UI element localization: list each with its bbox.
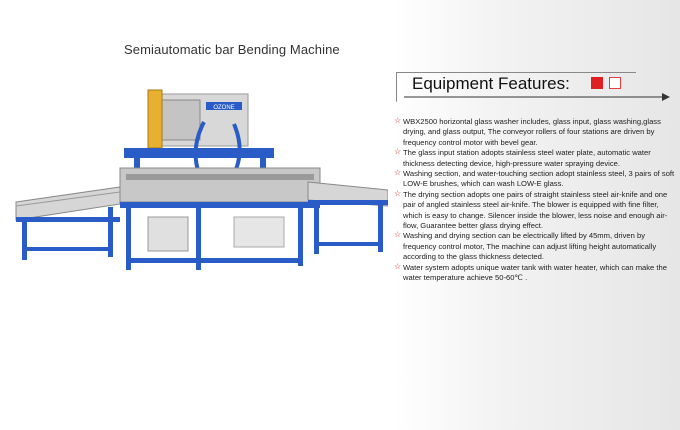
feature-item: ☆ Washing and drying section can be electrically lifted by 45mm, driven by frequency control motor, The machine can adjust lifting height automatically according to the glass thickness detected. <box>394 230 657 262</box>
features-list <box>394 117 680 284</box>
star-icon: ☆ <box>394 168 402 178</box>
feature-item: ☆ The drying section adopts one pairs of straight stainless steel air-knife and one pair of angled stainless steel air-knife. The blower is equipped with fine filter, which is easy to change. Silencer inside the blower, less noise and enough air-flow, Guarantee better glass drying effect. <box>394 188 668 231</box>
feature-item: ☆ WBX2500 horizontal glass washer includes, glass input, glass washing,glass drying, and glass output, The conveyor rollers of four stations are driven by frequency control motor with bevel gear. <box>394 116 661 147</box>
star-icon: ☆ <box>394 230 402 240</box>
outline-square-icon <box>609 77 621 89</box>
star-icon: ☆ <box>394 147 402 157</box>
red-square-icon <box>591 77 603 89</box>
machine-brand-label: OZONE <box>213 105 235 111</box>
arrow-line-icon <box>400 93 670 107</box>
page-title: Semiautomatic bar Bending Machine <box>124 42 340 57</box>
features-heading: Equipment Features: <box>412 74 570 93</box>
star-icon: ☆ <box>394 261 402 271</box>
star-icon: ☆ <box>394 188 402 198</box>
feature-item: ☆ Washing section, and water-touching section adopt stainless steel, 3 pairs of soft LOW-E brushes, which can wash LOW-E glass. <box>394 168 675 189</box>
star-icon: ☆ <box>394 116 402 125</box>
header-top-line <box>396 72 636 73</box>
machine-illustration <box>8 82 388 282</box>
feature-item: ☆ The glass input station adopts stainless steel water plate, automatic water thickness detecting device, high-pressure water spraying device. <box>394 147 651 168</box>
header-left-line <box>396 72 397 102</box>
feature-item: ☆ Water system adopts unique water tank with water heater, which can make the water temperature achieve 50-60℃ . <box>394 261 667 283</box>
